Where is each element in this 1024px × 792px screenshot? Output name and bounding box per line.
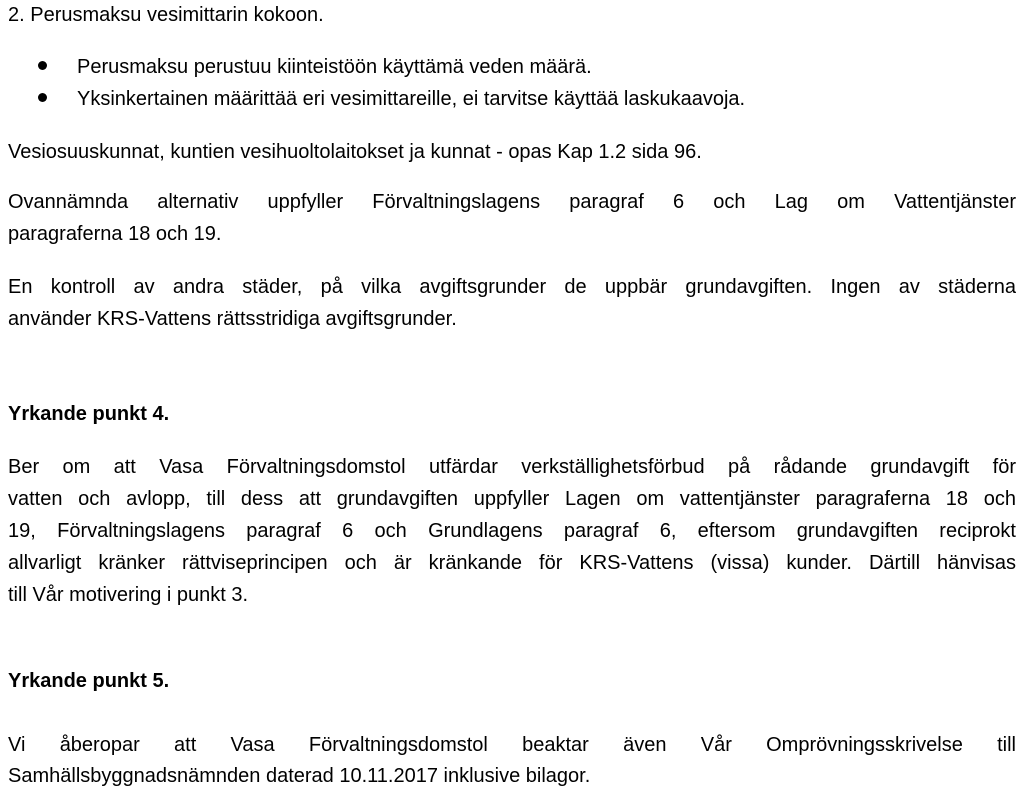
bullet-dot-icon: [38, 93, 47, 102]
bullet-item: [38, 55, 592, 79]
para1-line2: paragraferna 18 och 19.: [8, 223, 222, 245]
para2-line2: använder KRS-Vattens rättsstridiga avgiftsgrunder.: [8, 308, 457, 330]
claim4-line: 19, Förvaltningslagens paragraf 6 och Grundlagens paragraf 6, eftersom grundavgiften reciprokt: [8, 520, 1016, 542]
claim4-title: Yrkande punkt 4.: [8, 403, 170, 425]
bullet-item: [38, 87, 745, 111]
claim4-line: Ber om att Vasa Förvaltningsdomstol utfärdar verkställighetsförbud på rådande grundavgift för: [8, 456, 1016, 478]
reference-text: Vesiosuuskunnat, kuntien vesihuoltolaitokset ja kunnat - opas Kap 1.2 sida 96.: [8, 141, 702, 163]
claim4-line: vatten och avlopp, till dess att grundavgiften uppfyller Lagen om vattentjänster paragraferna 18 och: [8, 488, 1016, 510]
para2-line1: En kontroll av andra städer, på vilka avgiftsgrunder de uppbär grundavgiften. Ingen av städerna: [8, 276, 1016, 298]
claim5-line: Vi åberopar att Vasa Förvaltningsdomstol beaktar även Vår Omprövningsskrivelse till: [8, 734, 1016, 756]
bullet-text: Perusmaksu perustuu kiinteistöön käyttämä veden määrä.: [77, 56, 592, 78]
para1-line1: Ovannämnda alternativ uppfyller Förvaltningslagens paragraf 6 och Lag om Vattentjänster: [8, 191, 1016, 213]
claim5-line: Samhällsbyggnadsnämnden daterad 10.11.2017 inklusive bilagor.: [8, 765, 591, 787]
heading-item: 2. Perusmaksu vesimittarin kokoon.: [8, 4, 324, 26]
claim4-line: till Vår motivering i punkt 3.: [8, 584, 249, 606]
bullet-dot-icon: [38, 61, 47, 70]
claim5-title: Yrkande punkt 5.: [8, 670, 170, 692]
bullet-text: Yksinkertainen määrittää eri vesimittareille, ei tarvitse käyttää laskukaavoja.: [77, 88, 746, 110]
claim4-line: allvarligt kränker rättviseprincipen och är kränkande för KRS-Vattens (vissa) kunder. Därtill hänvisas: [8, 552, 1016, 574]
